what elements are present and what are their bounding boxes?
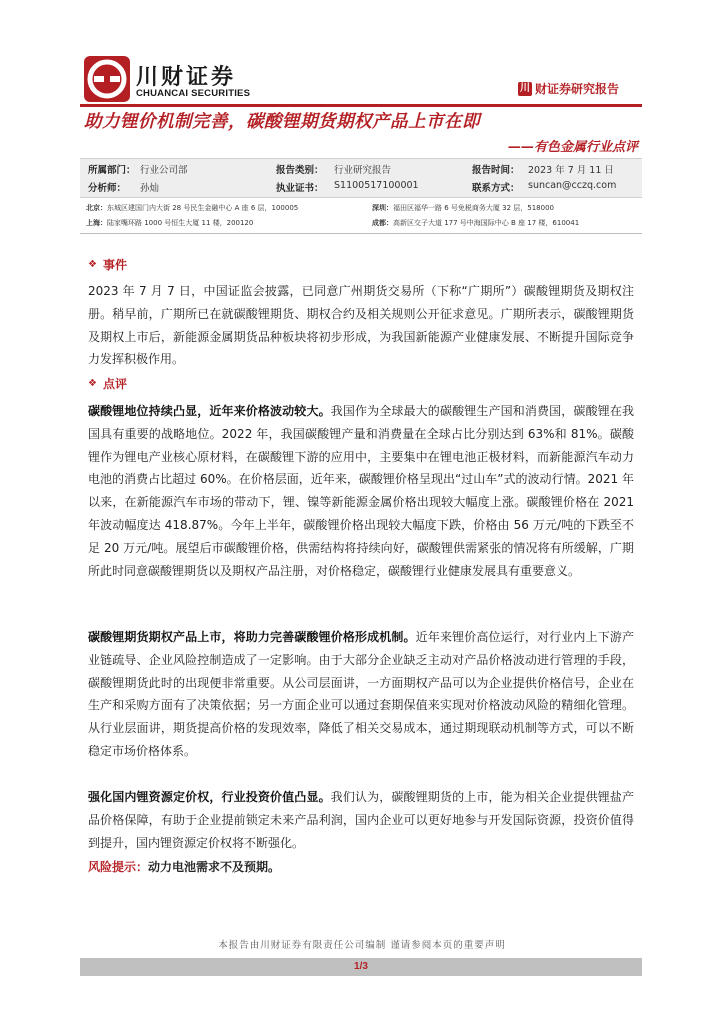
header-divider (80, 104, 642, 107)
analyst-label: 分析师： (88, 183, 127, 194)
report-badge (518, 80, 619, 97)
contact-value: suncan@cczq.com (528, 180, 617, 191)
comment-paragraph-1 (88, 400, 634, 582)
cert-value: S1100517100001 (334, 180, 419, 191)
comment-paragraph-2 (88, 626, 634, 763)
comment-paragraph-3 (88, 786, 634, 854)
report-badge-icon: 川 (520, 82, 530, 94)
logo-emblem-icon (84, 56, 130, 102)
footer-disclaimer: 本报告由川财证券有限责任公司编制 谨请参阅本页的重要声明 (218, 940, 506, 951)
risk-label: 风险提示： (88, 860, 149, 874)
risk-warning (88, 858, 280, 875)
dept-value: 行业公司部 (140, 165, 188, 176)
address-shenzhen: 深圳：福田区福华一路 6 号免税商务大厦 32 层，518000 (372, 204, 554, 212)
time-label: 报告时间： (472, 165, 520, 176)
contact-label: 联系方式： (472, 183, 520, 194)
report-meta (80, 158, 642, 198)
address-divider (80, 233, 642, 234)
paragraph-3-text: 我们认为，碳酸锂期货的上市，能为相关企业提供锂盐产品价格保障，有助于企业提前锁定未来产品利润，国内企业可以更好地参与开发国际资源，投资价值得到提升，国内锂资源定价权将不断强化。 (88, 790, 634, 850)
meta-row-2 (80, 180, 642, 198)
time-value: 2023 年 7 月 11 日 (528, 165, 614, 176)
address-beijing: 北京：东城区建国门内大街 28 号民生金融中心 A 座 6 层，100005 (86, 204, 299, 212)
paragraph-1-text: 我国作为全球最大的碳酸锂生产国和消费国，碳酸锂在我国具有重要的战略地位。2022 年，我国碳酸锂产量和消费量在全球占比分别达到 63%和 81%。碳酸锂作为锂电产业核心原材料，在碳酸锂下游的应用中，主要集中在锂电池正极材料，而新能源汽车动力电池的消费占比超过 60%。在价格层面，近年来，碳酸锂价格呈现出“过山车”式的波动行情。2021 年以来，在新能源汽车市场的带动下，锂、镍等新能源金属价格出现较大幅度上涨。碳酸锂价格在 2021 年波动幅度达 418.87%。今年上半年，碳酸锂价格出现较大幅度下跌，价格由 56 万元/吨的下跌至不足 20 万元/吨。展望后市碳酸锂价格，供需结构将持续向好，碳酸锂供需紧张的情况将有所缓解，广期所此时同意碳酸锂期货以及期权产品注册，对价格稳定，碳酸锂行业健康发展具有重要意义。 (88, 404, 634, 578)
address-chengdu: 成都：高新区交子大道 177 号中海国际中心 B 座 17 楼，610041 (372, 219, 580, 227)
dept-label: 所属部门： (88, 165, 136, 176)
paragraph-1-lead: 碳酸锂地位持续凸显，近年来价格波动较大。 (88, 404, 331, 418)
office-addresses (80, 199, 642, 233)
company-name-en: CHUANCAI SECURITIES (136, 88, 251, 99)
category-value: 行业研究报告 (334, 165, 392, 176)
report-title: 助力锂价机制完善，碳酸锂期货期权产品上市在即 (84, 112, 480, 132)
diamond-bullet-icon: ❖ (88, 259, 97, 270)
company-logo (84, 56, 130, 102)
address-shanghai: 上海：陆家嘴环路 1000 号恒生大厦 11 楼，200120 (86, 219, 254, 227)
page-number: 1/3 (80, 958, 642, 976)
paragraph-3-lead: 强化国内锂资源定价权，行业投资价值凸显。 (88, 790, 331, 804)
analyst-value: 孙灿 (140, 183, 160, 194)
category-label: 报告类别： (276, 165, 324, 176)
report-badge-text: 财证券研究报告 (535, 82, 620, 96)
meta-row-1 (80, 162, 642, 180)
report-subtitle: ——有色金属行业点评 (507, 140, 638, 155)
diamond-bullet-icon: ❖ (88, 378, 97, 389)
paragraph-2-text: 近年来锂价高位运行，对行业内上下游产业链疏导、企业风险控制造成了一定影响。由于大部分企业缺乏主动对产品价格波动进行管理的手段，碳酸锂期货此时的出现便非常重要。从公司层面讲，一方面期权产品可以为企业提供价格信号，企业在生产和采购方面有了决策依据；另一方面企业可以通过套期保值来实现对价格波动风险的精细化管理。从行业层面讲，期货提高价格的发现效率，降低了相关交易成本，通过期现联动机制等方式，可以不断稳定市场价格体系。 (88, 630, 634, 758)
section-event-heading: ❖ 事件 (88, 258, 127, 272)
paragraph-2-lead: 碳酸锂期货期权产品上市，将助力完善碳酸锂价格形成机制。 (88, 630, 416, 644)
company-name-cn: 川财证券 (136, 65, 237, 90)
event-paragraph: 2023 年 7 月 7 日，中国证监会披露，已同意广州期货交易所（下称“广期所”）碳酸锂期货及期权注册。稍早前，广期所已在就碳酸锂期货、期权合约及相关规则公开征求意见。广期所表示，碳酸锂期货及期权上市后，新能源金属期货品种板块将初步形成，为我国新能源产业健康发展、不断提升国际竞争力发挥积极作用。 (88, 284, 634, 367)
risk-text: 动力电池需求不及预期。 (148, 860, 281, 874)
section-comment-heading: ❖ 点评 (88, 377, 127, 391)
cert-label: 执业证书： (276, 183, 324, 194)
